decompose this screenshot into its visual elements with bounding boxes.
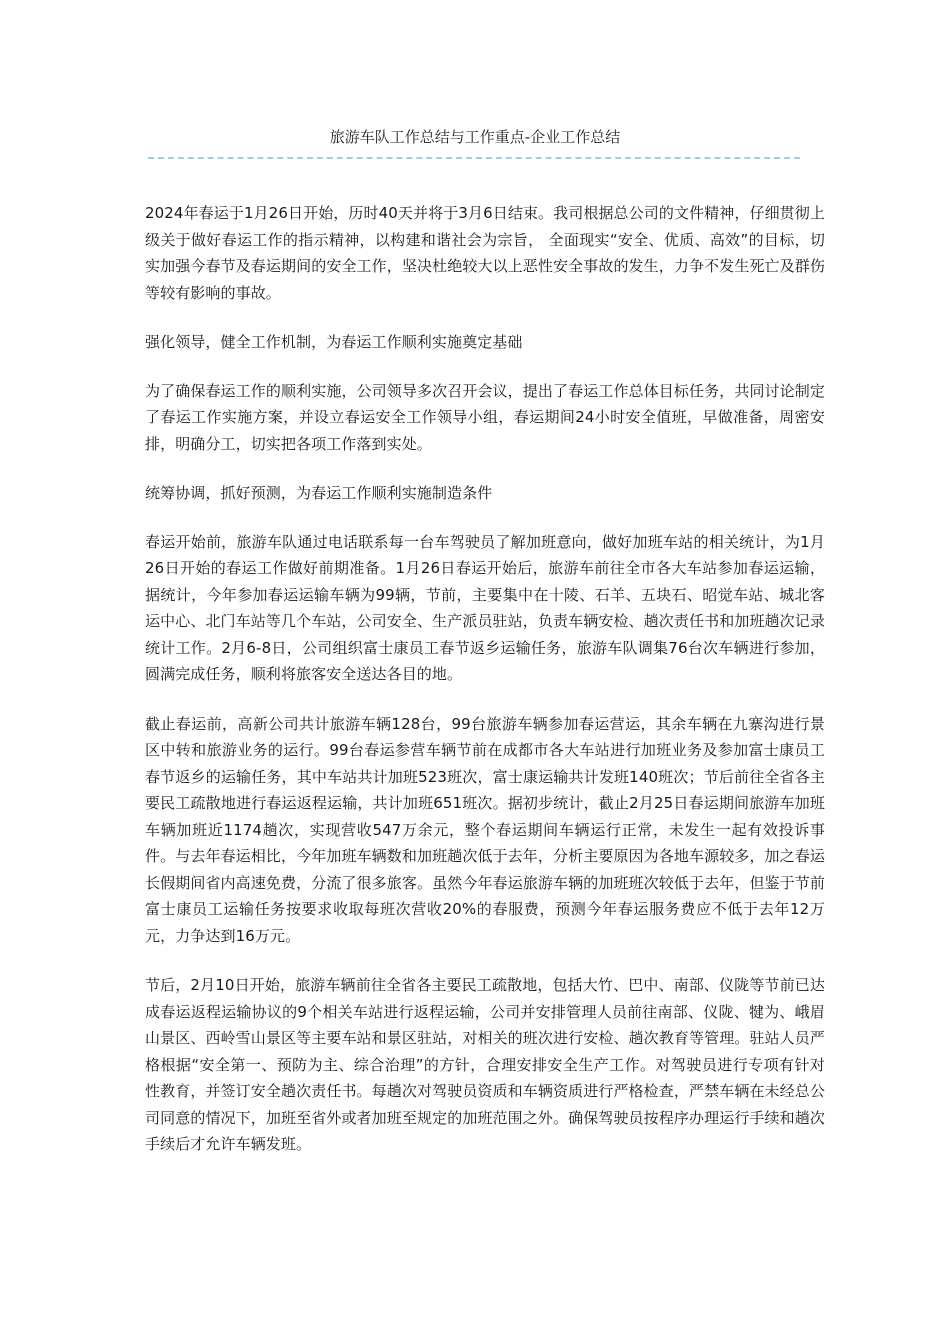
section-heading-leadership: 强化领导，健全工作机制，为春运工作顺利实施奠定基础 xyxy=(145,333,523,351)
paragraph-statistics: 截止春运前，高新公司共计旅游车辆128台，99台旅游车辆参加春运营运，其余车辆在九寨沟进行景区中转和旅游业务的运行。99台春运参营车辆节前在成都市各大车站进行加班业务及参加富士康员工春节返乡的运输任务，其中车站共计加班523班次，富士康运输共计发班140班次；节后前往全省各主要民工疏散地进行春运返程运输，共计加班651班次。据初步统计，截止2月25日春运期间旅游车加班车辆加班近1174趟次，实现营收547万余元，整个春运期间车辆运行正常，未发生一起有效投诉事件。与去年春运相比，今年加班车辆数和加班趟次低于去年，分析主要原因为各地车源较多，加之春运长假期间省内高速免费，分流了很多旅客。虽然今年春运旅游车辆的加班班次较低于去年，但鉴于节前富士康员工运输任务按要求收取每班次营收20%的春服费，预测今年春运服务费应不低于去年12万元，力争达到16万元。 xyxy=(145,714,825,945)
document-body xyxy=(145,200,825,1181)
paragraph-return-transport: 节后，2月10日开始，旅游车辆前往全省各主要民工疏散地，包括大竹、巴中、南部、仪陇等节前已达成春运返程运输协议的9个相关车站进行返程运输，公司并安排管理人员前往南部、仪陇、犍为、峨眉山景区、西岭雪山景区等主要车站和景区驻站，对相关的班次进行安检、趟次教育等管理。驻站人员严格根据“安全第一、预防为主、综合治理”的方针，合理安排安全生产工作。对驾驶员进行专项有针对性教育，并签订安全趟次责任书。每趟次对驾驶员资质和车辆资质进行严格检查，严禁车辆在未经总公司同意的情况下，加班至省外或者加班至规定的加班范围之外。确保驾驶员按程序办理运行手续和趟次手续后才允许车辆发班。 xyxy=(145,976,825,1153)
paragraph-intro: 2024年春运于1月26日开始，历时40天并将于3月6日结束。我司根据总公司的文件精神，仔细贯彻上级关于做好春运工作的指示精神，以构建和谐社会为宗旨， 全面现实“安全、优质、高效”的目标，切实加强今春节及春运期间的安全工作，坚决杜绝较大以上恶性安全事故的发生，力争不发生死亡及群伤等较有影响的事故。 xyxy=(145,204,825,302)
title-divider xyxy=(148,157,800,159)
section-heading-coordination: 统筹协调，抓好预测，为春运工作顺利实施制造条件 xyxy=(145,484,493,502)
paragraph-coordination: 春运开始前，旅游车队通过电话联系每一台车驾驶员了解加班意向，做好加班车站的相关统计，为1月26日开始的春运工作做好前期准备。1月26日春运开始后，旅游车前往全市各大车站参加春运运输，据统计，今年参加春运运输车辆为99辆，节前，主要集中在十陵、石羊、五块石、昭觉车站、城北客运中心、北门车站等几个车站，公司安全、生产派员驻站，负责车辆安检、趟次责任书和加班趟次记录统计工作。2月6-8日，公司组织富士康员工春节返乡运输任务，旅游车队调集76台次车辆进行参加，圆满完成任务，顺利将旅客安全送达各目的地。 xyxy=(145,532,825,683)
paragraph-leadership: 为了确保春运工作的顺利实施，公司领导多次召开会议，提出了春运工作总体目标任务，共同讨论制定了春运工作实施方案，并设立春运安全工作领导小组，春运期间24小时安全值班，早做准备，周密安排，明确分工，切实把各项工作落到实处。 xyxy=(145,381,825,453)
document-title: 旅游车队工作总结与工作重点-企业工作总结 xyxy=(329,128,621,146)
